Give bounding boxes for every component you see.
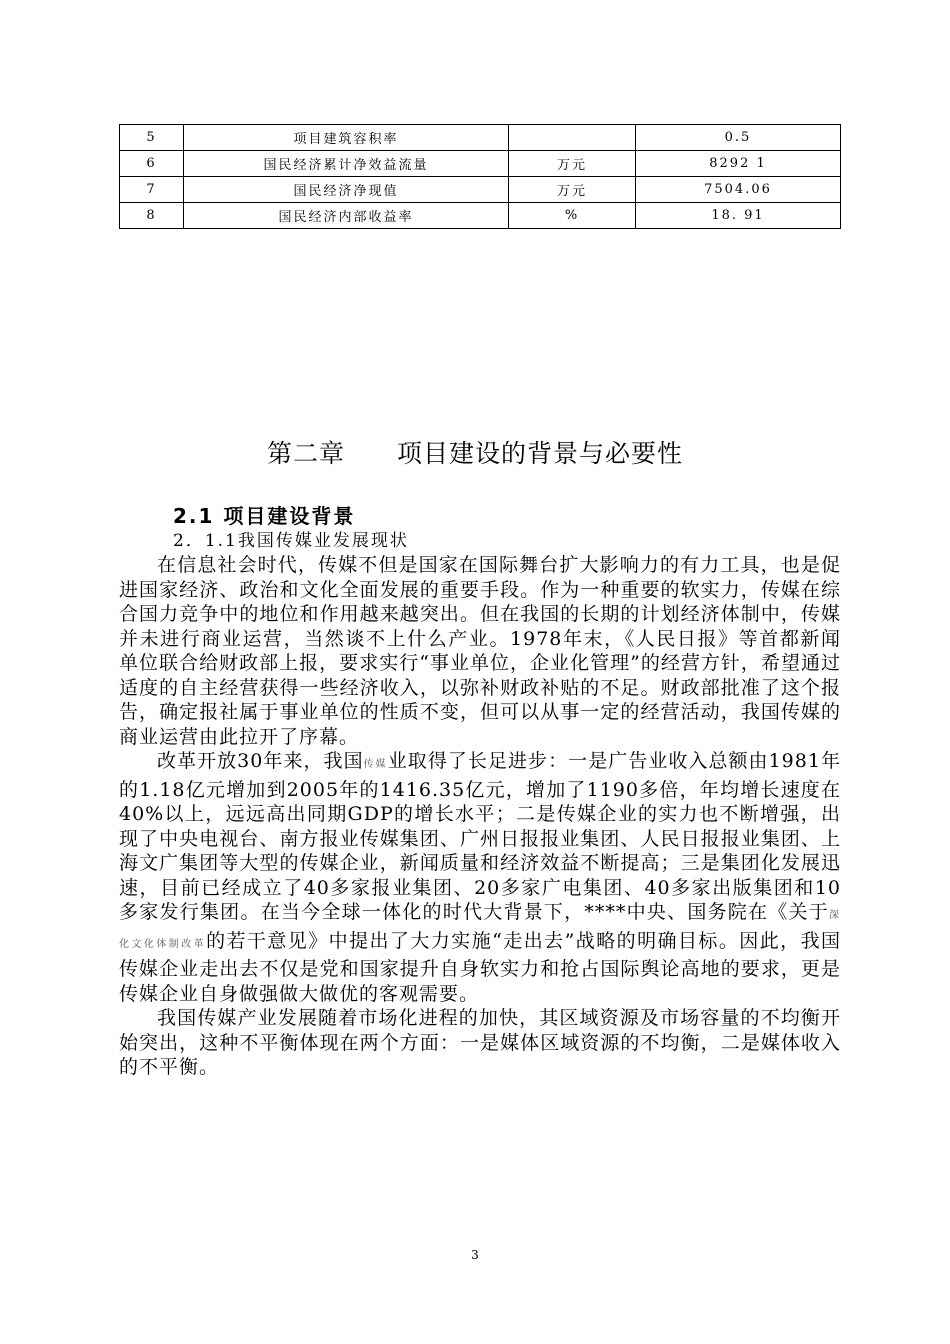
paragraph-1: 在信息社会时代，传媒不但是国家在国际舞台扩大影响力的有力工具，也是促进国家经济、政治和文化全面发展的重要手段。作为一种重要的软实力，传媒在综合国力竞争中的地位和作用越来越突出。但在我国的长期的计划经济体制中，传媒并未进行商业运营，当然谈不上什么产业。1978年末，《人民日报》等首都新闻单位联合给财政部上报，要求实行“事业单位，企业化管理”的经营方针，希望通过适度的自主经营获得一些经济收入，以弥补财政补贴的不足。财政部批准了这个报告，确定报社属于事业单位的性质不变，但可以从事一定的经营活动，我国传媒的商业运营由此拉开了序幕。 [119, 554, 841, 748]
paragraph-2-part-c: 的若干意见》中提出了大力实施“走出去”战略的明确目标。因此，我国传媒企业走出去不仅是党和国家提升自身软实力和抢占国际舆论高地的要求，更是传媒企业自身做强做大做优的客观需要。 [119, 929, 842, 1005]
row-item: 国民经济净现值 [184, 177, 509, 203]
row-item: 国民经济累计净效益流量 [184, 151, 509, 177]
row-unit: 万元 [509, 151, 636, 177]
section-heading: 2.1 项目建设背景 [173, 504, 356, 528]
row-unit: 万元 [509, 177, 636, 203]
row-value: 18. 91 [636, 203, 841, 229]
table-row [120, 203, 841, 229]
row-value: 0.5 [636, 125, 841, 151]
row-unit [509, 125, 636, 151]
chapter-number: 第二章 [266, 439, 345, 468]
subsection-heading: 2．1.1我国传媒业发展现状 [173, 531, 409, 551]
indicator-table-grid [119, 124, 841, 229]
table-row [120, 151, 841, 177]
table-row [120, 125, 841, 151]
row-number: 5 [120, 125, 184, 151]
row-number: 7 [120, 177, 184, 203]
table-row [120, 177, 841, 203]
small-inline-text: 深化文化体制改革 [119, 910, 841, 950]
indicator-table [119, 124, 840, 229]
row-unit: % [509, 203, 636, 229]
row-item: 国民经济内部收益率 [184, 203, 509, 229]
row-value: 8292 1 [636, 151, 841, 177]
body-text [119, 553, 841, 1080]
row-number: 6 [120, 151, 184, 177]
row-item: 项目建筑容积率 [184, 125, 509, 151]
row-number: 8 [120, 203, 184, 229]
small-inline-text: 传媒 [363, 759, 388, 770]
row-value: 7504.06 [636, 177, 841, 203]
chapter-heading [0, 434, 950, 470]
page-number: 3 [471, 1248, 479, 1262]
paragraph-3: 我国传媒产业发展随着市场化进程的加快，其区域资源及市场容量的不均衡开始突出，这种不平衡体现在两个方面：一是媒体区域资源的不均衡，二是媒体收入的不平衡。 [119, 1007, 841, 1078]
paragraph-2-part-b: 业取得了长足进步：一是广告业收入总额由1981年的1.18亿元增加到2005年的1416.35亿元，增加了1190多倍，年均增长速度在40%以上，远远高出同期GDP的增长水平；二是传媒企业的实力也不断增强，出现了中央电视台、南方报业传媒集团、广州日报报业集团、人民日报报业集团、上海文广集团等大型的传媒企业，新闻质量和经济效益不断提高；三是集团化发展迅速，目前已经成立了40多家报业集团、20多家广电集团、40多家出版集团和10多家发行集团。在当今全球一体化的时代大背景下，****中央、国务院在《关于 [119, 750, 841, 923]
paragraph-2-part-a: 改革开放30年来，我国 [157, 750, 364, 772]
chapter-title: 项目建设的背景与必要性 [397, 439, 684, 468]
paragraph-2 [119, 749, 841, 1006]
